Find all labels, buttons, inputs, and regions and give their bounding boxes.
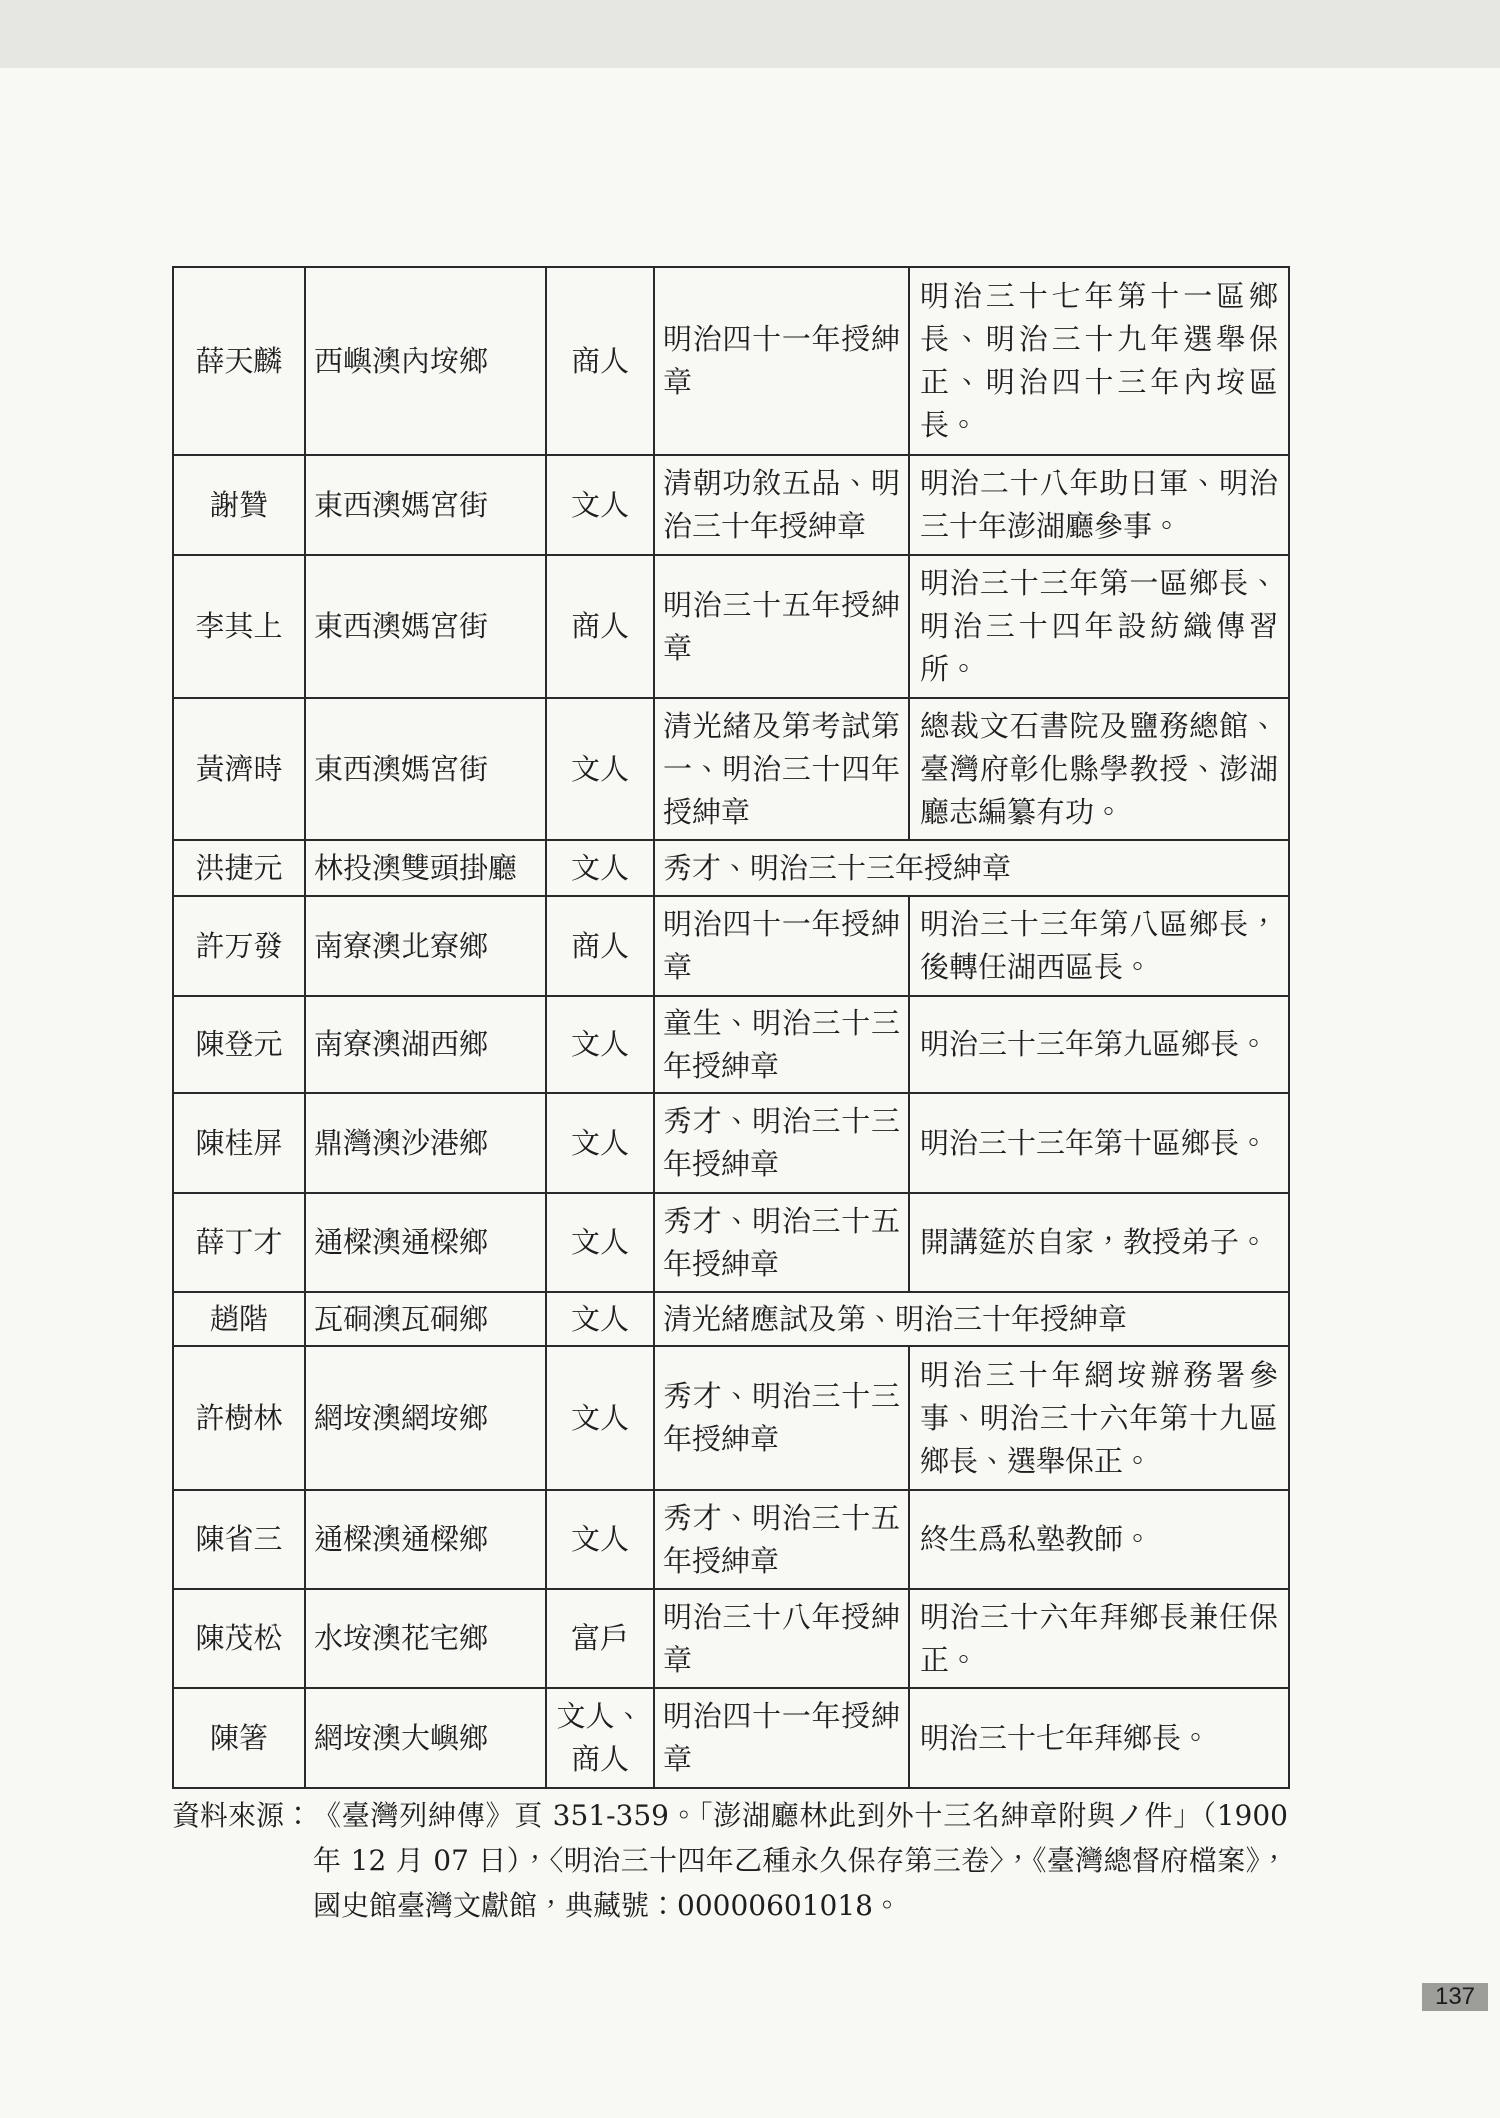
- career-note: 終生爲私塾教師。: [909, 1490, 1289, 1589]
- table-row: [173, 1193, 1289, 1292]
- occupation: 文人: [546, 840, 654, 896]
- gentry-name: 許樹林: [173, 1346, 305, 1490]
- award-reason: 秀才、明治三十三年授紳章: [654, 1346, 909, 1490]
- residence: 東西澳媽宮街: [305, 455, 546, 555]
- residence: 南寮澳北寮鄉: [305, 896, 546, 996]
- award-reason: 秀才、明治三十五年授紳章: [654, 1490, 909, 1589]
- award-reason: 明治三十八年授紳章: [654, 1589, 909, 1688]
- award-reason: 秀才、明治三十五年授紳章: [654, 1193, 909, 1292]
- gentry-name: 薛天麟: [173, 267, 305, 455]
- occupation: 文人: [546, 1490, 654, 1589]
- occupation: 商人: [546, 555, 654, 698]
- career-note: 明治三十三年第八區鄉長，後轉任湖西區長。: [909, 896, 1289, 996]
- source-note-text: 《臺灣列紳傳》頁 351-359。「澎湖廳林此到外十三名紳章附與ノ件」（1900 年 12 月 07 日），〈明治三十四年乙種永久保存第三卷〉，《臺灣總督府檔案》，國史館臺灣文獻館，典藏號：00000601018。: [313, 1799, 1288, 1922]
- gentry-name: 趙階: [173, 1292, 305, 1346]
- occupation: 文人: [546, 1292, 654, 1346]
- residence: 通樑澳通樑鄉: [305, 1193, 546, 1292]
- gentry-name: 謝贊: [173, 455, 305, 555]
- residence: 林投澳雙頭掛廳: [305, 840, 546, 896]
- table-row: [173, 1093, 1289, 1193]
- award-reason: 明治四十一年授紳章: [654, 267, 909, 455]
- gentry-name: 陳省三: [173, 1490, 305, 1589]
- occupation: 文人、商人: [546, 1688, 654, 1788]
- residence: 通樑澳通樑鄉: [305, 1490, 546, 1589]
- gentry-table: [172, 266, 1290, 1789]
- residence: 西嶼澳內垵鄉: [305, 267, 546, 455]
- occupation: 文人: [546, 1193, 654, 1292]
- occupation: 文人: [546, 996, 654, 1093]
- career-note: 明治三十年網垵辦務署參事、明治三十六年第十九區鄉長、選舉保正。: [909, 1346, 1289, 1490]
- table-row: [173, 1346, 1289, 1490]
- occupation: 文人: [546, 698, 654, 840]
- career-note: 明治三十三年第十區鄉長。: [909, 1093, 1289, 1193]
- table-row: [173, 1688, 1289, 1788]
- scan-top-band: [0, 0, 1500, 68]
- residence: 網垵澳大嶼鄉: [305, 1688, 546, 1788]
- career-note: 明治三十六年拜鄉長兼任保正。: [909, 1589, 1289, 1688]
- gentry-name: 薛丁才: [173, 1193, 305, 1292]
- residence: 南寮澳湖西鄉: [305, 996, 546, 1093]
- gentry-name: 陳箸: [173, 1688, 305, 1788]
- table-row: [173, 698, 1289, 840]
- career-note: 總裁文石書院及鹽務總館、臺灣府彰化縣學教授、澎湖廳志編纂有功。: [909, 698, 1289, 840]
- gentry-name: 陳茂松: [173, 1589, 305, 1688]
- table-row: [173, 840, 1289, 896]
- award-reason: 明治四十一年授紳章: [654, 1688, 909, 1788]
- table-row: [173, 1490, 1289, 1589]
- source-note-label: 資料來源：: [172, 1799, 313, 1832]
- occupation: 文人: [546, 455, 654, 555]
- award-and-career-merged: 清光緒應試及第、明治三十年授紳章: [654, 1292, 1289, 1346]
- residence: 鼎灣澳沙港鄉: [305, 1093, 546, 1193]
- occupation: 文人: [546, 1093, 654, 1193]
- award-reason: 童生、明治三十三年授紳章: [654, 996, 909, 1093]
- award-and-career-merged: 秀才、明治三十三年授紳章: [654, 840, 1289, 896]
- table-row: [173, 1589, 1289, 1688]
- gentry-name: 李其上: [173, 555, 305, 698]
- career-note: 明治三十三年第一區鄉長、明治三十四年設紡織傳習所。: [909, 555, 1289, 698]
- table-row: [173, 1292, 1289, 1346]
- gentry-name: 黃濟時: [173, 698, 305, 840]
- career-note: 明治三十七年拜鄉長。: [909, 1688, 1289, 1788]
- residence: 網垵澳網垵鄉: [305, 1346, 546, 1490]
- occupation: 富戶: [546, 1589, 654, 1688]
- table-row: [173, 996, 1289, 1093]
- award-reason: 明治三十五年授紳章: [654, 555, 909, 698]
- award-reason: 清朝功敘五品、明治三十年授紳章: [654, 455, 909, 555]
- award-reason: 明治四十一年授紳章: [654, 896, 909, 996]
- occupation: 商人: [546, 267, 654, 455]
- residence: 水垵澳花宅鄉: [305, 1589, 546, 1688]
- residence: 瓦硐澳瓦硐鄉: [305, 1292, 546, 1346]
- gentry-name: 許万發: [173, 896, 305, 996]
- occupation: 商人: [546, 896, 654, 996]
- award-reason: 清光緒及第考試第一、明治三十四年授紳章: [654, 698, 909, 840]
- page-number: 137: [1422, 1983, 1488, 2011]
- gentry-name: 洪捷元: [173, 840, 305, 896]
- table-row: [173, 267, 1289, 455]
- table-row: [173, 455, 1289, 555]
- award-reason: 秀才、明治三十三年授紳章: [654, 1093, 909, 1193]
- residence: 東西澳媽宮街: [305, 555, 546, 698]
- source-note: [172, 1793, 1288, 1928]
- career-note: 明治二十八年助日軍、明治三十年澎湖廳參事。: [909, 455, 1289, 555]
- table-row: [173, 896, 1289, 996]
- table-row: [173, 555, 1289, 698]
- gentry-name: 陳登元: [173, 996, 305, 1093]
- occupation: 文人: [546, 1346, 654, 1490]
- gentry-name: 陳桂屏: [173, 1093, 305, 1193]
- career-note: 開講筵於自家，教授弟子。: [909, 1193, 1289, 1292]
- career-note: 明治三十三年第九區鄉長。: [909, 996, 1289, 1093]
- residence: 東西澳媽宮街: [305, 698, 546, 840]
- career-note: 明治三十七年第十一區鄉長、明治三十九年選舉保正、明治四十三年內垵區長。: [909, 267, 1289, 455]
